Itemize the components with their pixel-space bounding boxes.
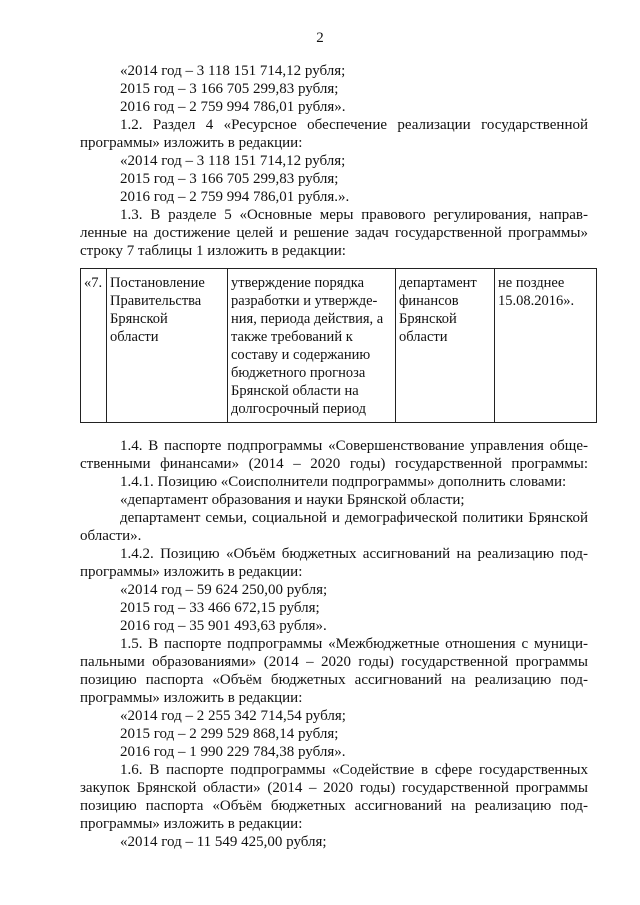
text-line: области». (80, 528, 142, 544)
text-line: департамент семьи, социальной и демографической политики Брянской (120, 510, 588, 526)
table-cell-line: бюджетного прогноза (231, 365, 366, 381)
table-cell-executor (396, 269, 495, 423)
table-cell-line: Брянской (110, 311, 168, 327)
table-cell-line: департамент (399, 275, 477, 291)
text-line: «2014 год – 59 624 250,00 рубля; (120, 582, 328, 598)
text-line: «департамент образования и науки Брянской области; (120, 492, 465, 508)
table-cell-line: области (110, 329, 159, 345)
text-line: 2015 год – 3 166 705 299,83 рубля; (120, 171, 339, 187)
table-cell-content (228, 269, 396, 423)
text-line: 2016 год – 2 759 994 786,01 рубля». (120, 99, 346, 115)
paragraph-line: программы» изложить в редакции: (80, 564, 303, 580)
page-number: 2 (316, 30, 324, 46)
text-line: «2014 год – 11 549 425,00 рубля; (120, 834, 327, 850)
paragraph-line: закупок Брянской области» (2014 – 2020 годы) государственной программы (80, 780, 588, 796)
text-line: 2016 год – 35 901 493,63 рубля». (120, 618, 327, 634)
regulation-table (80, 268, 597, 423)
text-line: 2015 год – 3 166 705 299,83 рубля; (120, 81, 339, 97)
table-cell-line: Постановление (110, 275, 205, 291)
table-cell-line: области (399, 329, 448, 345)
table-cell-line: разработки и утвержде- (231, 293, 378, 309)
table-cell-text: «7. (84, 275, 103, 291)
text-line: 2016 год – 1 990 229 784,38 рубля». (120, 744, 346, 760)
paragraph-line: позицию паспорта «Объём бюджетных ассигнований на реализацию под- (80, 798, 588, 814)
text-line: 2015 год – 2 299 529 868,14 рубля; (120, 726, 339, 742)
table-cell-line: составу и содержанию (231, 347, 371, 363)
paragraph-line: программы» изложить в редакции: (80, 135, 303, 151)
table-row (81, 269, 597, 423)
table-cell-document (107, 269, 228, 423)
text-line: «2014 год – 2 255 342 714,54 рубля; (120, 708, 346, 724)
paragraph-line: строку 7 таблицы 1 изложить в редакции: (80, 243, 346, 259)
table-cell-line: ния, периода действия, а (231, 311, 384, 327)
table-cell-line: также требований к (231, 329, 353, 345)
paragraph-line: ленные на достижение целей и решение задач государственной программы» (80, 225, 588, 241)
table-cell-line: финансов (399, 293, 459, 309)
text-line: «2014 год – 3 118 151 714,12 рубля; (120, 153, 346, 169)
paragraph-line: 1.6. В паспорте подпрограммы «Содействие в сфере государственных (120, 762, 588, 778)
paragraph-line: программы» изложить в редакции: (80, 690, 303, 706)
text-line: 2016 год – 2 759 994 786,01 рубля.». (120, 189, 350, 205)
paragraph-line: программы» изложить в редакции: (80, 816, 303, 832)
table-cell-number (81, 269, 107, 423)
paragraph-line: 1.3. В разделе 5 «Основные меры правового регулирования, направ- (120, 207, 588, 223)
table-cell-line: долгосрочный период (231, 401, 367, 417)
paragraph-line: пальными образованиями» (2014 – 2020 годы) государственной программы (80, 654, 588, 670)
text-line: 2015 год – 33 466 672,15 рубля; (120, 600, 320, 616)
table-cell-line: 15.08.2016». (498, 293, 575, 309)
table-cell-line: Брянской (399, 311, 457, 327)
text-line: «2014 год – 3 118 151 714,12 рубля; (120, 63, 346, 79)
paragraph-line: 1.5. В паспорте подпрограммы «Межбюджетные отношения с муници- (120, 636, 588, 652)
paragraph-line: 1.4.2. Позицию «Объём бюджетных ассигнований на реализацию под- (120, 546, 588, 562)
table-cell-deadline (495, 269, 597, 423)
table-cell-line: не позднее (498, 275, 565, 291)
table-cell-line: утверждение порядка (231, 275, 365, 291)
paragraph-line: 1.4. В паспорте подпрограммы «Совершенствование управления обще- (120, 438, 588, 454)
paragraph-line: позицию паспорта «Объём бюджетных ассигнований на реализацию под- (80, 672, 588, 688)
table-cell-line: Брянской области на (231, 383, 359, 399)
table-cell-line: Правительства (110, 293, 202, 309)
paragraph-line: ственными финансами» (2014 – 2020 годы) государственной программы: (80, 456, 588, 472)
paragraph-line: 1.4.1. Позицию «Соисполнители подпрограммы» дополнить словами: (120, 474, 567, 490)
paragraph-line: 1.2. Раздел 4 «Ресурсное обеспечение реализации государственной (120, 117, 588, 133)
